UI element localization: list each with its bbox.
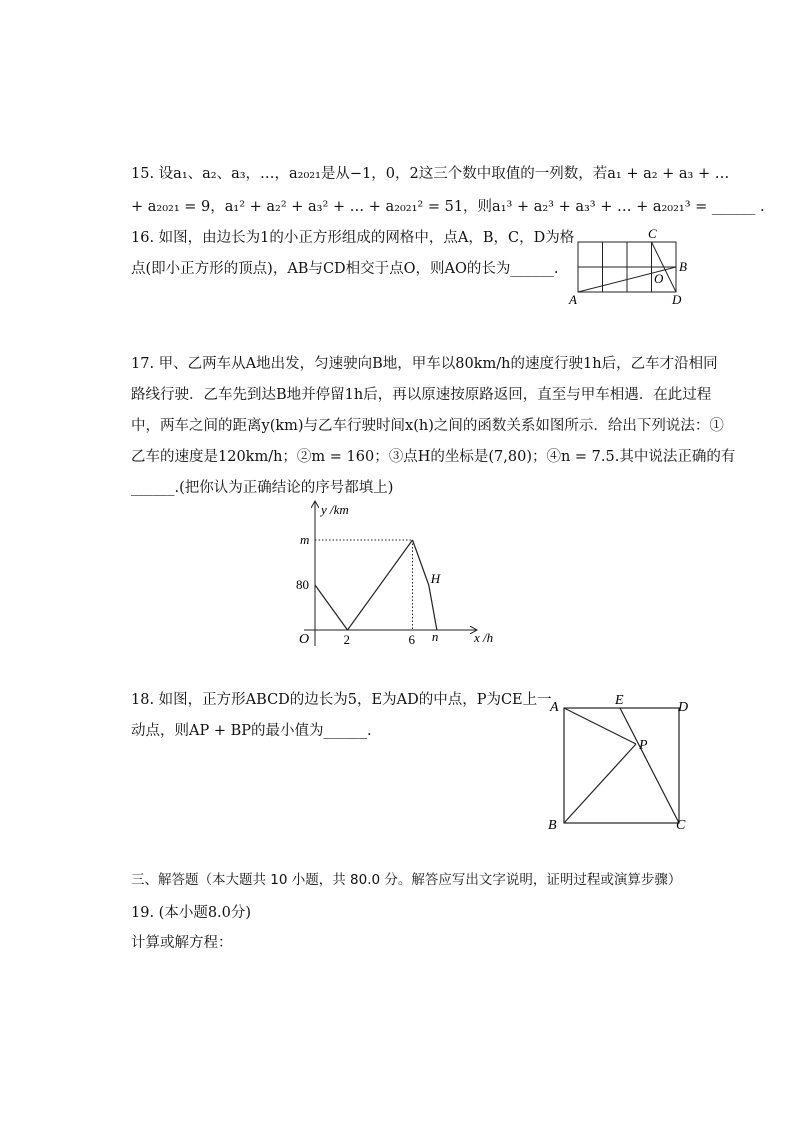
q17-line5: ______.(把你认为正确结论的序号都填上) xyxy=(131,480,394,496)
q18-label-E: E xyxy=(615,693,624,708)
q19-line1: 19. (本小题8.0分) xyxy=(131,905,252,921)
q18-label-A: A xyxy=(550,700,559,715)
q18-line2: 动点，则AP + BP的最小值为______. xyxy=(131,723,372,739)
q19-line2: 计算或解方程： xyxy=(131,935,233,951)
q16-line1: 16. 如图，由边长为1的小正方形组成的网格中，点A，B，C，D为格 xyxy=(131,230,575,246)
q18-square-figure xyxy=(540,690,700,836)
q16-label-C: C xyxy=(648,226,657,241)
q16-line2: 点(即小正方形的顶点)，AB与CD相交于点O，则AO的长为______. xyxy=(131,261,559,277)
q18-label-B: B xyxy=(548,818,557,833)
series-segment xyxy=(315,585,348,630)
q17-line3: 中，两车之间的距离y(km)与乙车行驶时间x(h)之间的函数关系如图所示．给出下列说法：① xyxy=(131,418,724,434)
q17-function-chart xyxy=(290,496,510,652)
q17-line2: 路线行驶．乙车先到达B地并停留1h后，再以原速按原路返回，直至与甲车相遇．在此过程 xyxy=(131,387,712,403)
point-H-label: H xyxy=(430,571,441,586)
x-tick-n: n xyxy=(431,629,439,644)
q16-grid-figure xyxy=(566,226,696,310)
q16-label-B: B xyxy=(679,259,687,274)
q16-label-A: A xyxy=(569,292,577,307)
q16-label-D: D xyxy=(672,292,682,307)
series-segment xyxy=(429,585,437,630)
q15-line1: 15. 设a₁、a₂、a₃，…，a₂₀₂₁是从−1，0，2这三个数中取值的一列数，若a₁ + a₂ + a₃ + … xyxy=(131,166,730,182)
x-axis-label: x /h xyxy=(474,630,494,645)
q18-line1: 18. 如图，正方形ABCD的边长为5，E为AD的中点，P为CE上一 xyxy=(131,692,552,708)
x-tick-2: 2 xyxy=(343,632,350,647)
q18-label-D: D xyxy=(678,700,689,715)
q17-line4: 乙车的速度是120km/h；②m = 160；③点H的坐标是(7,80)；④n = 7.5.其中说法正确的有 xyxy=(131,449,736,465)
y-tick-80: 80 xyxy=(296,577,309,592)
q15-line2: + a₂₀₂₁ = 9，a₁² + a₂² + a₃² + … + a₂₀₂₁² = 51，则a₁³ + a₂³ + a₃³ + … + a₂₀₂₁³ = ______ . xyxy=(131,199,765,215)
origin-label: O xyxy=(299,632,310,647)
q18-label-C: C xyxy=(676,818,686,833)
y-axis-label: y /km xyxy=(321,502,349,517)
series-segment xyxy=(348,540,413,630)
section-title: 三、解答题（本大题共 10 小题，共 80.0 分。解答应写出文字说明，证明过程或演算步骤） xyxy=(131,872,682,888)
series-segment xyxy=(413,540,429,585)
q17-line1: 17. 甲、乙两车从A地出发，匀速驶向B地，甲车以80km/h的速度行驶1h后，乙车才沿相同 xyxy=(131,356,718,372)
q18-label-P: P xyxy=(639,738,648,753)
x-tick-6: 6 xyxy=(408,632,415,647)
q16-label-O: O xyxy=(654,271,664,286)
y-tick-m: m xyxy=(300,532,310,547)
